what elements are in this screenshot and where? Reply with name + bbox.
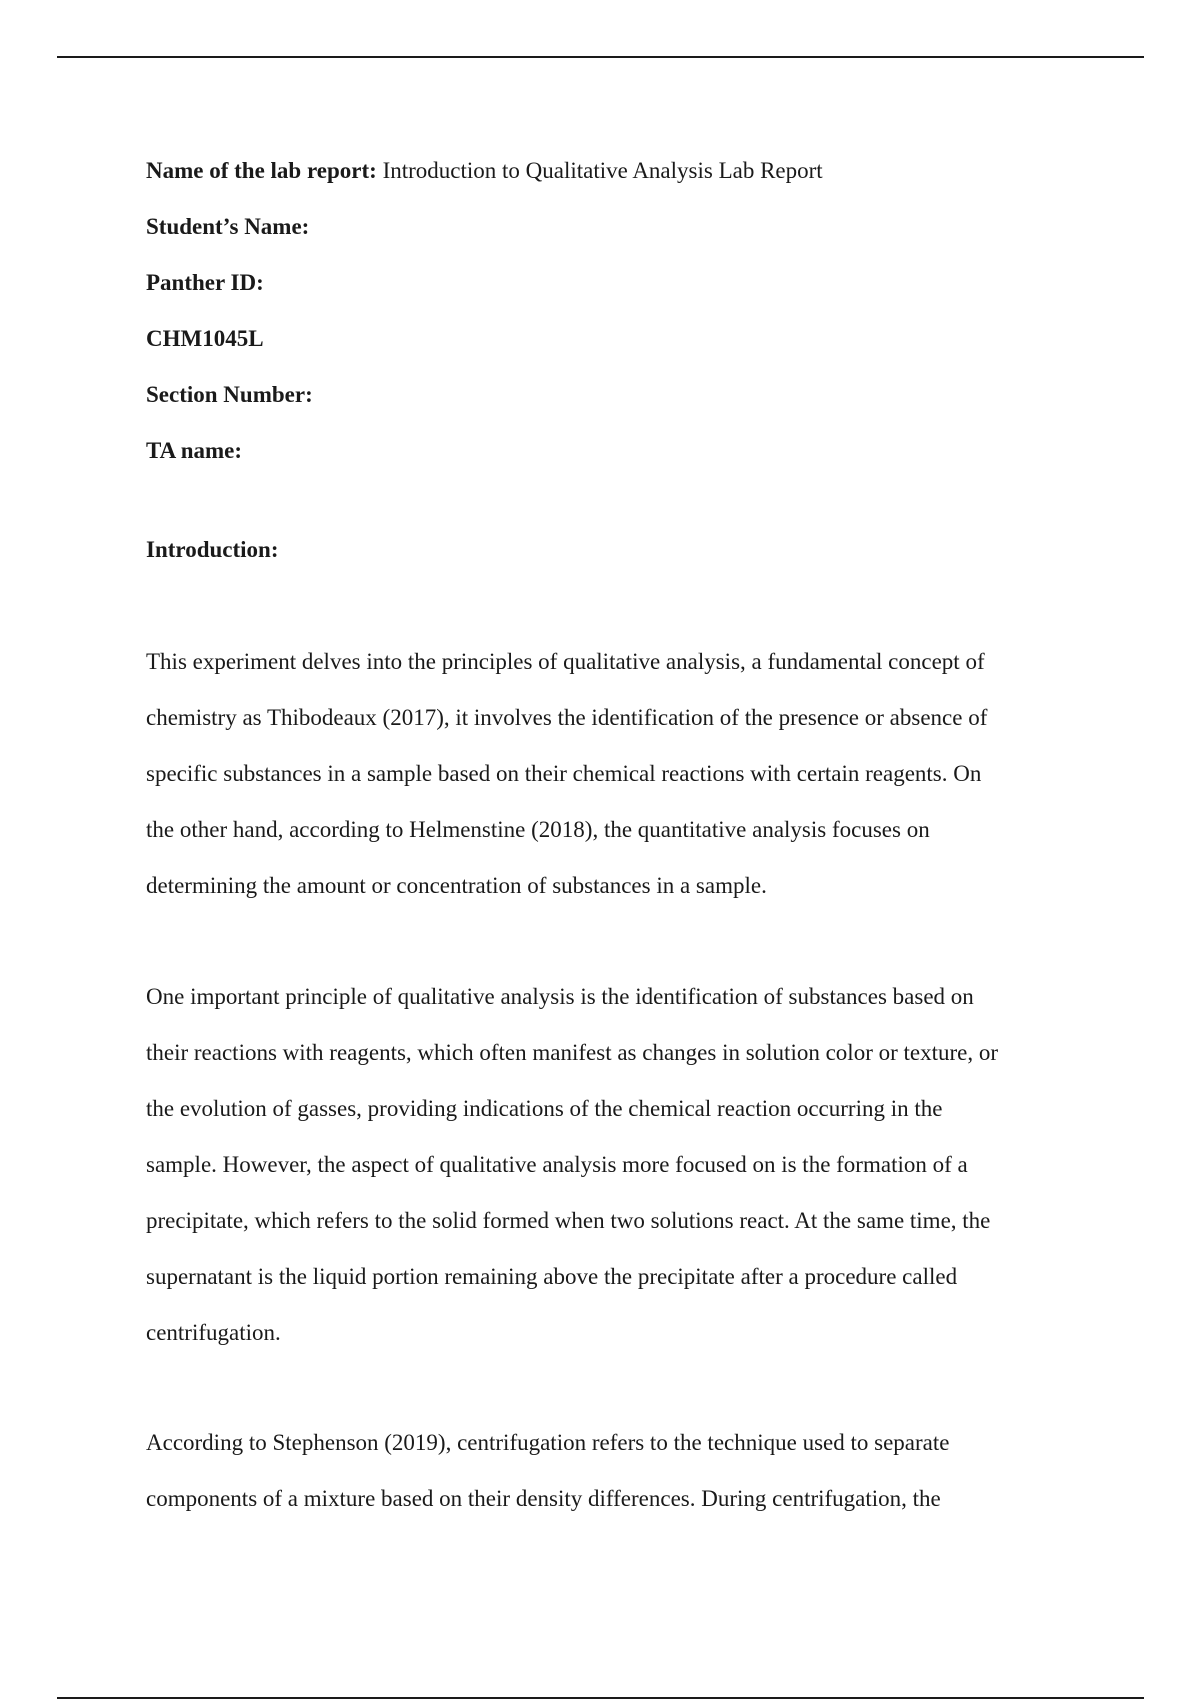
paragraph-line: sample. However, the aspect of qualitative analysis more focused on is the formation of a xyxy=(146,1152,968,1177)
panther-id-label: Panther ID: xyxy=(146,270,264,295)
section-number-label: Section Number: xyxy=(146,382,313,407)
student-name-line xyxy=(146,199,1106,255)
footer-rule xyxy=(57,1697,1144,1699)
paragraph-line: This experiment delves into the principles of qualitative analysis, a fundamental concept of xyxy=(146,649,985,674)
paragraph-line: components of a mixture based on their density differences. During centrifugation, the xyxy=(146,1486,941,1511)
paragraph-line: precipitate, which refers to the solid formed when two solutions react. At the same time, the xyxy=(146,1208,991,1233)
introduction-paragraph-3 xyxy=(146,1415,1076,1527)
report-header xyxy=(146,143,1106,479)
paragraph-line: specific substances in a sample based on their chemical reactions with certain reagents. On xyxy=(146,761,982,786)
header-rule xyxy=(57,56,1144,58)
ta-name-label: TA name: xyxy=(146,438,243,463)
paragraph-line: chemistry as Thibodeaux (2017), it involves the identification of the presence or absence of xyxy=(146,705,988,730)
report-name-value: Introduction to Qualitative Analysis Lab Report xyxy=(382,158,823,183)
course-code: CHM1045L xyxy=(146,326,264,351)
paragraph-line: One important principle of qualitative analysis is the identification of substances based on xyxy=(146,984,974,1009)
introduction-heading: Introduction: xyxy=(146,537,279,562)
introduction-paragraph-1 xyxy=(146,634,1076,914)
student-name-label: Student’s Name: xyxy=(146,214,310,239)
paragraph-line: determining the amount or concentration of substances in a sample. xyxy=(146,873,767,898)
introduction-paragraph-2 xyxy=(146,969,1076,1361)
paragraph-line: supernatant is the liquid portion remaining above the precipitate after a procedure called xyxy=(146,1264,958,1289)
paragraph-line: According to Stephenson (2019), centrifugation refers to the technique used to separate xyxy=(146,1430,950,1455)
panther-id-line xyxy=(146,255,1106,311)
paragraph-line: centrifugation. xyxy=(146,1320,281,1345)
report-name-line xyxy=(146,143,1106,199)
course-code-line xyxy=(146,311,1106,367)
paragraph-line: the evolution of gasses, providing indications of the chemical reaction occurring in the xyxy=(146,1096,943,1121)
ta-name-line xyxy=(146,423,1106,479)
report-name-label: Name of the lab report: xyxy=(146,158,377,183)
paragraph-line: their reactions with reagents, which often manifest as changes in solution color or texture, or xyxy=(146,1040,999,1065)
paragraph-line: the other hand, according to Helmenstine (2018), the quantitative analysis focuses on xyxy=(146,817,930,842)
section-number-line xyxy=(146,367,1106,423)
